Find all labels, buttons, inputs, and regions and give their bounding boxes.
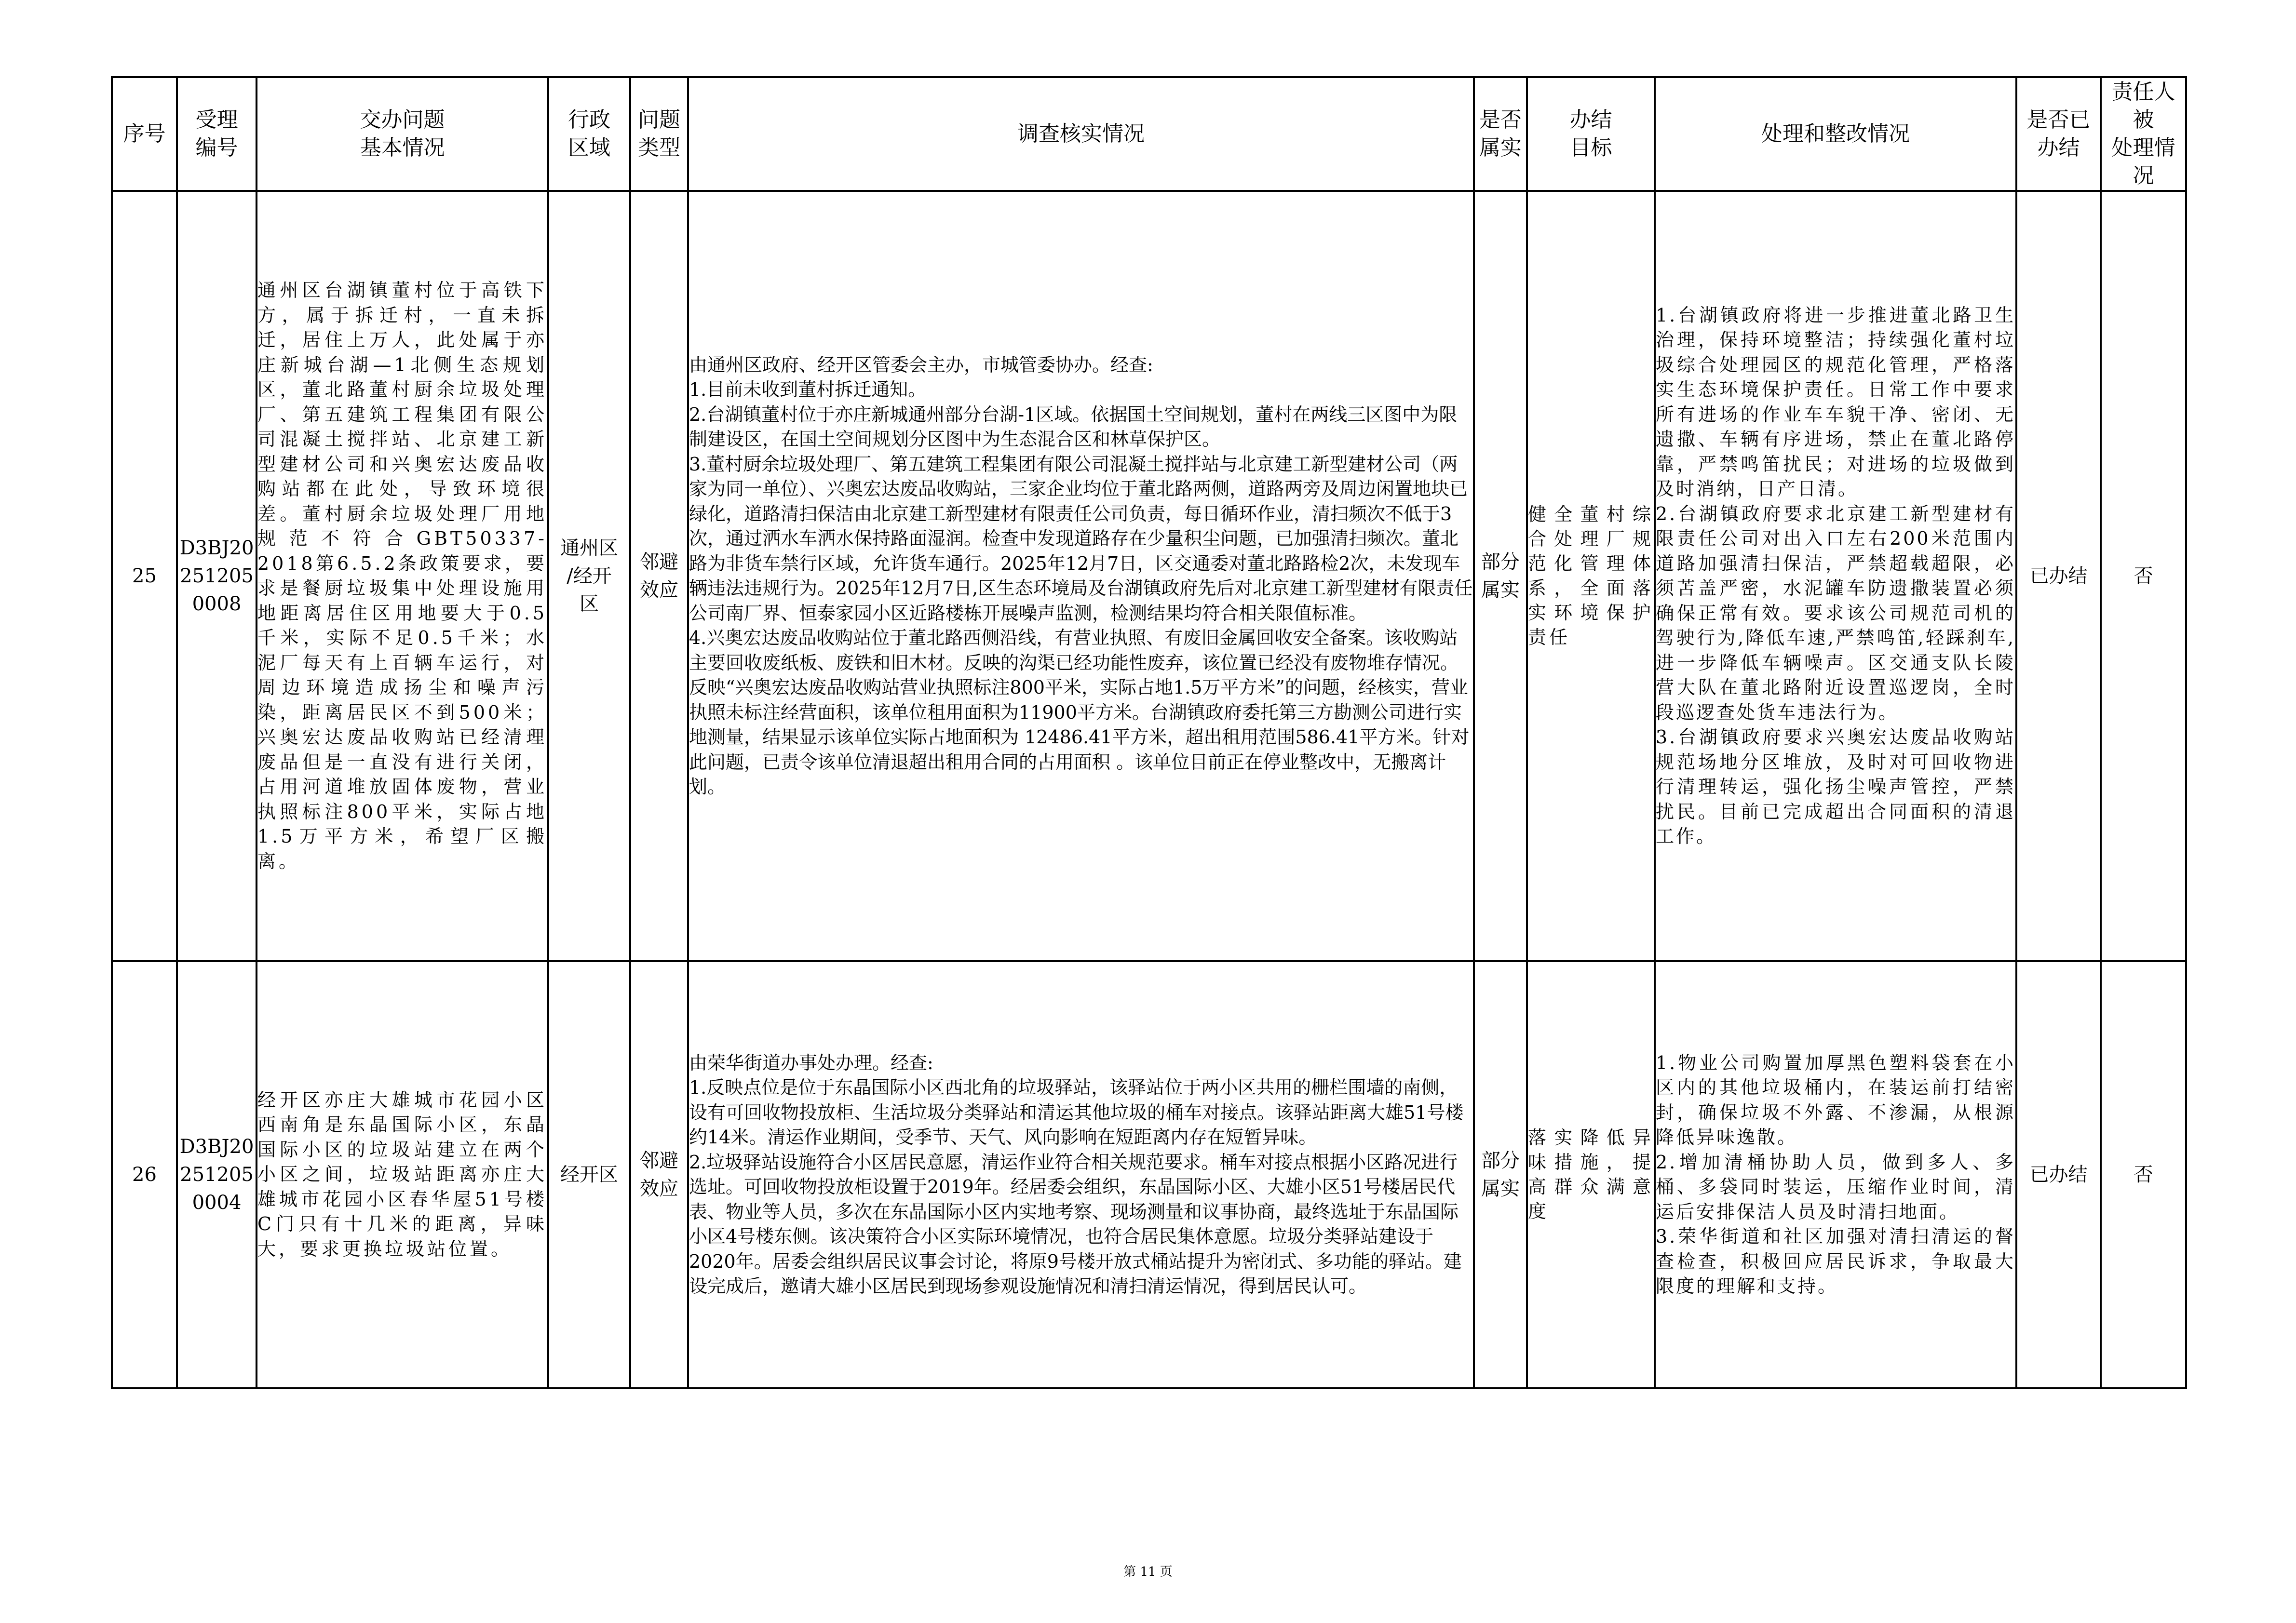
cell-district: 经开区 bbox=[548, 961, 630, 1388]
cell-basic-info: 经开区亦庄大雄城市花园小区西南角是东晶国际小区，东晶国际小区的垃圾站建立在两个小区之间，垃圾站距离亦庄大雄城市花园小区春华屋51号楼C门只有十几米的距离，异味大，要求更换垃圾站位置。 bbox=[257, 961, 548, 1388]
cell-district: 通州区 /经开 区 bbox=[548, 191, 630, 961]
header-problem-type: 问题 类型 bbox=[630, 77, 688, 191]
cell-case-id: D3BJ20 251205 0008 bbox=[177, 191, 257, 961]
header-basic-info: 交办问题 基本情况 bbox=[257, 77, 548, 191]
cell-completed: 已办结 bbox=[2016, 961, 2101, 1388]
cell-responsible-handled: 否 bbox=[2101, 191, 2186, 961]
cell-rectification: 1.物业公司购置加厚黑色塑料袋套在小区内的其他垃圾桶内，在装运前打结密封，确保垃圾不外露、不渗漏，从根源降低异味逸散。 2.增加清桶协助人员，做到多人、多桶、多袋同时装运，压缩作业时间，清运后安排保洁人员及时清扫地面。 3.荣华街道和社区加强对清扫清运的督查检查，积极回应居民诉求，争取最大限度的理解和支持。 bbox=[1655, 961, 2016, 1388]
cell-seq: 25 bbox=[112, 191, 177, 961]
header-case-id: 受理 编号 bbox=[177, 77, 257, 191]
case-table bbox=[111, 76, 2187, 1389]
cell-case-id: D3BJ20 251205 0004 bbox=[177, 961, 257, 1388]
header-completed: 是否已 办结 bbox=[2016, 77, 2101, 191]
table-row bbox=[112, 961, 2186, 1388]
header-rectification: 处理和整改情况 bbox=[1655, 77, 2016, 191]
table-row bbox=[112, 191, 2186, 961]
cell-rectification: 1.台湖镇政府将进一步推进董北路卫生治理，保持环境整洁；持续强化董村垃圾综合处理园区的规范化管理，严格落实生态环境保护责任。日常工作中要求所有进场的作业车车貌干净、密闭、无遗撒、车辆有序进场，禁止在董北路停靠，严禁鸣笛扰民；对进场的垃圾做到及时消纳，日产日清。 2.台湖镇政府要求北京建工新型建材有限责任公司对出入口左右200米范围内道路加强清扫保洁，严禁超载超限，必须苫盖严密，水泥罐车防遗撒装置必须确保正常有效。要求该公司规范司机的驾驶行为,降低车速,严禁鸣笛,轻踩刹车,进一步降低车辆噪声。区交通支队长陵营大队在董北路附近设置巡逻岗，全时段巡逻查处货车违法行为。 3.台湖镇政府要求兴奥宏达废品收购站规范场地分区堆放，及时对可回收物进行清理转运，强化扬尘噪声管控，严禁扰民。目前已完成超出合同面积的清退工作。 bbox=[1655, 191, 2016, 961]
cell-goal: 健全董村综合处理厂规范化管理体系，全面落实环境保护责任 bbox=[1527, 191, 1655, 961]
cell-is-true: 部分 属实 bbox=[1474, 191, 1527, 961]
table-header-row bbox=[112, 77, 2186, 191]
cell-completed: 已办结 bbox=[2016, 191, 2101, 961]
cell-responsible-handled: 否 bbox=[2101, 961, 2186, 1388]
cell-seq: 26 bbox=[112, 961, 177, 1388]
cell-goal: 落实降低异味措施，提高群众满意度 bbox=[1527, 961, 1655, 1388]
cell-investigation: 由荣华街道办事处办理。经查: 1.反映点位是位于东晶国际小区西北角的垃圾驿站，该驿站位于两小区共用的栅栏围墙的南侧，设有可回收物投放柜、生活垃圾分类驿站和清运其他垃圾的桶车对接点。该驿站距离大雄51号楼约14米。清运作业期间，受季节、天气、风向影响在短距离内存在短暂异味。 2.垃圾驿站设施符合小区居民意愿，清运作业符合相关规范要求。桶车对接点根据小区路况进行选址。可回收物投放柜设置于2019年。经居委会组织，东晶国际小区、大雄小区51号楼居民代表、物业等人员，多次在东晶国际小区内实地考察、现场测量和议事协商，最终选址于东晶国际小区4号楼东侧。该决策符合小区实际环境情况，也符合居民集体意愿。垃圾分类驿站建设于2020年。居委会组织居民议事会讨论，将原9号楼开放式桶站提升为密闭式、多功能的驿站。建设完成后，邀请大雄小区居民到现场参观设施情况和清扫清运情况，得到居民认可。 bbox=[688, 961, 1474, 1388]
header-seq: 序号 bbox=[112, 77, 177, 191]
cell-is-true: 部分 属实 bbox=[1474, 961, 1527, 1388]
cell-investigation: 由通州区政府、经开区管委会主办，市城管委协办。经查: 1.目前未收到董村拆迁通知。 2.台湖镇董村位于亦庄新城通州部分台湖-1区域。依据国土空间规划，董村在两线三区图中为限制建设区，在国土空间规划分区图中为生态混合区和林草保护区。 3.董村厨余垃圾处理厂、第五建筑工程集团有限公司混凝土搅拌站与北京建工新型建材公司（两家为同一单位）、兴奥宏达废品收购站，三家企业均位于董北路两侧，道路两旁及周边闲置地块已绿化，道路清扫保洁由北京建工新型建材有限责任公司负责，每日循环作业，清扫频次不低于3次，通过洒水车洒水保持路面湿润。检查中发现道路存在少量积尘问题，已加强清扫频次。董北路为非货车禁行区域，允许货车通行。2025年12月7日，区交通委对董北路路检2次，未发现车辆违法违规行为。2025年12月7日,区生态环境局及台湖镇政府先后对北京建工新型建材有限责任公司南厂界、恒泰家园小区近路楼栋开展噪声监测，检测结果均符合相关限值标准。 4.兴奥宏达废品收购站位于董北路西侧沿线，有营业执照、有废旧金属回收安全备案。该收购站主要回收废纸板、废铁和旧木材。反映的沟渠已经功能性废弃，该位置已经没有废物堆存情况。反映“兴奥宏达废品收购站营业执照标注800平米，实际占地1.5万平方米”的问题，经核实，营业执照未标注经营面积，该单位租用面积为11900平方米。台湖镇政府委托第三方勘测公司进行实地测量，结果显示该单位实际占地面积为 12486.41平方米，超出租用范围586.41平方米。针对此问题，已责令该单位清退超出租用合同的占用面积 。该单位目前正在停业整改中，无搬离计划。 bbox=[688, 191, 1474, 961]
cell-problem-type: 邻避 效应 bbox=[630, 961, 688, 1388]
header-responsible-handled: 责任人被 处理情况 bbox=[2101, 77, 2186, 191]
page-number: 第 11 页 bbox=[1123, 1565, 1173, 1579]
header-goal: 办结 目标 bbox=[1527, 77, 1655, 191]
header-is-true: 是否 属实 bbox=[1474, 77, 1527, 191]
cell-basic-info: 通州区台湖镇董村位于高铁下方，属于拆迁村，一直未拆迁，居住上万人，此处属于亦庄新城台湖—1北侧生态规划区，董北路董村厨余垃圾处理厂、第五建筑工程集团有限公司混凝土搅拌站、北京建工新型建材公司和兴奥宏达废品收购站都在此处，导致环境很差。董村厨余垃圾处理厂用地规范不符合GBT50337-2018第6.5.2条政策要求，要求是餐厨垃圾集中处理设施用地距离居住区用地要大于0.5千米，实际不足0.5千米；水泥厂每天有上百辆车运行，对周边环境造成扬尘和噪声污染，距离居民区不到500米；兴奥宏达废品收购站已经清理废品但是一直没有进行关闭，占用河道堆放固体废物，营业执照标注800平米，实际占地1.5万平方米，希望厂区搬离。 bbox=[257, 191, 548, 961]
header-district: 行政 区域 bbox=[548, 77, 630, 191]
header-investigation: 调查核实情况 bbox=[688, 77, 1474, 191]
cell-problem-type: 邻避 效应 bbox=[630, 191, 688, 961]
